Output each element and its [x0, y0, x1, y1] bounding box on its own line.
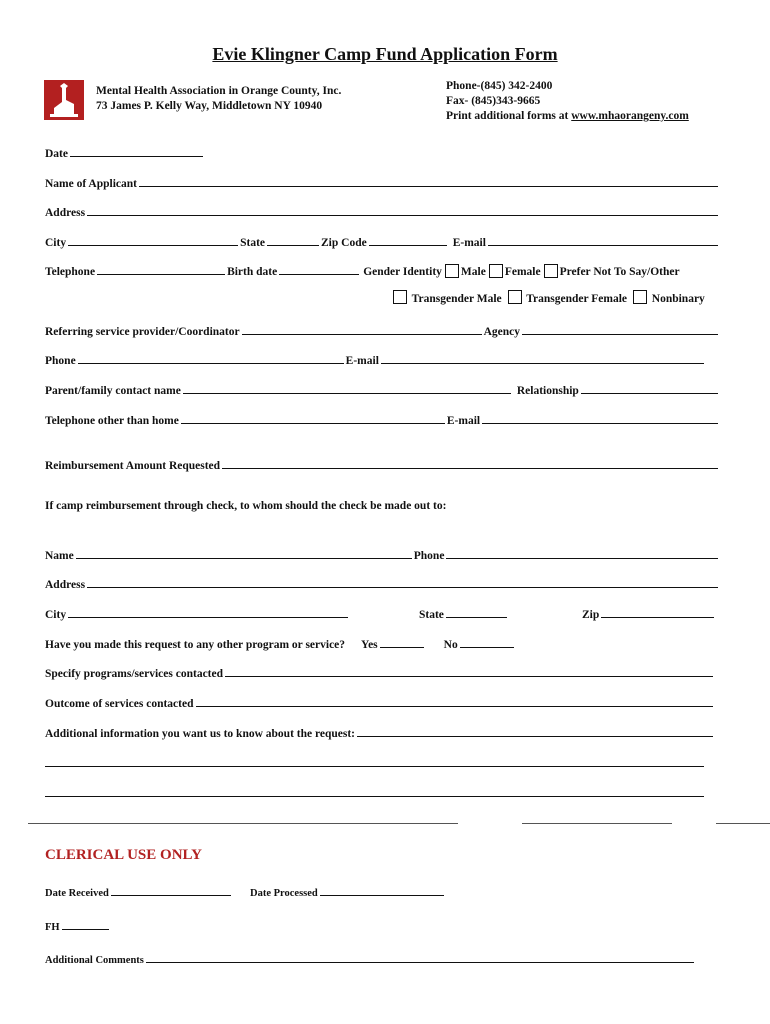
provider-email-label: E-mail — [345, 355, 379, 367]
address-row — [45, 201, 720, 219]
relationship-label: Relationship — [516, 385, 579, 397]
provider-email-field[interactable] — [381, 363, 704, 364]
additional-comments-label: Additional Comments — [45, 955, 144, 966]
check-zip-field[interactable] — [601, 617, 714, 618]
check-zip-label: Zip — [582, 609, 600, 621]
parent-contact-label: Parent/family contact name — [45, 385, 181, 397]
telephone-label: Telephone — [45, 266, 96, 278]
provider-phone-field[interactable] — [78, 363, 344, 364]
fax-number: Fax- (845)343-9665 — [446, 95, 541, 107]
parent-contact-field[interactable] — [183, 393, 511, 394]
website-link[interactable]: www.mhaorangeny.com — [571, 110, 689, 122]
parent-contact-row — [45, 379, 720, 397]
check-city-label: City — [45, 609, 67, 621]
email-label: E-mail — [452, 237, 486, 249]
gender-identity-label: Gender Identity — [363, 266, 442, 278]
date-processed-row — [250, 881, 446, 899]
gender-prefer-not-label: Prefer Not To Say/Other — [559, 266, 680, 278]
gender-prefer-not-checkbox[interactable] — [544, 264, 558, 278]
fh-row — [45, 915, 111, 933]
additional-info-label: Additional information you want us to know about the request: — [45, 728, 356, 740]
fh-field[interactable] — [62, 929, 109, 930]
date-processed-label: Date Processed — [250, 888, 318, 899]
date-row — [45, 142, 205, 160]
birth-date-label: Birth date — [227, 266, 278, 278]
clerical-title: CLERICAL USE ONLY — [45, 847, 202, 863]
gender-options-row-2 — [393, 290, 705, 308]
additional-info-field-3[interactable] — [45, 796, 704, 797]
reimbursement-field[interactable] — [222, 468, 718, 469]
organization-address: 73 James P. Kelly Way, Middletown NY 10940 — [96, 100, 323, 112]
date-processed-field[interactable] — [320, 895, 444, 896]
applicant-name-row — [45, 172, 720, 190]
check-state-field[interactable] — [446, 617, 507, 618]
outcome-field[interactable] — [196, 706, 714, 707]
gender-nonbinary-label: Nonbinary — [651, 293, 705, 305]
city-label: City — [45, 237, 67, 249]
referring-provider-field[interactable] — [242, 334, 482, 335]
gender-male-label: Male — [460, 266, 486, 278]
telephone-other-field[interactable] — [181, 423, 445, 424]
additional-comments-row — [45, 948, 696, 966]
check-name-field[interactable] — [76, 558, 412, 559]
check-city-field[interactable] — [68, 617, 348, 618]
applicant-name-label: Name of Applicant — [45, 178, 137, 190]
outcome-row — [45, 692, 715, 710]
zip-code-label: Zip Code — [321, 237, 367, 249]
check-zip-row — [582, 603, 716, 621]
gender-transgender-male-checkbox[interactable] — [393, 290, 407, 304]
contact-block — [446, 79, 689, 124]
organization-block — [96, 84, 341, 114]
date-received-row — [45, 881, 233, 899]
relationship-field[interactable] — [581, 393, 718, 394]
check-address-field[interactable] — [87, 587, 718, 588]
zip-code-field[interactable] — [369, 245, 447, 246]
telephone-other-email-label: E-mail — [446, 415, 481, 427]
additional-info-line-3 — [45, 782, 706, 800]
gender-transgender-male-label: Transgender Male — [411, 293, 502, 305]
gender-nonbinary-checkbox[interactable] — [633, 290, 647, 304]
check-name-row — [45, 544, 720, 562]
city-row — [45, 231, 720, 249]
check-state-row — [419, 603, 509, 621]
check-name-label: Name — [45, 550, 74, 562]
telephone-other-row — [45, 409, 720, 427]
yes-field[interactable] — [380, 647, 424, 648]
date-received-field[interactable] — [111, 895, 231, 896]
check-address-row — [45, 573, 720, 591]
yes-label: Yes — [361, 639, 378, 651]
additional-info-field-2[interactable] — [45, 766, 704, 767]
mha-logo — [44, 80, 84, 120]
reimbursement-label: Reimbursement Amount Requested — [45, 460, 221, 472]
no-label: No — [443, 639, 458, 651]
gender-female-label: Female — [504, 266, 541, 278]
gender-transgender-female-checkbox[interactable] — [508, 290, 522, 304]
birth-date-field[interactable] — [279, 274, 359, 275]
additional-info-field[interactable] — [357, 736, 713, 737]
address-field[interactable] — [87, 215, 718, 216]
check-phone-field[interactable] — [446, 558, 718, 559]
referring-provider-row — [45, 320, 720, 338]
telephone-other-email-field[interactable] — [482, 423, 718, 424]
gender-male-checkbox[interactable] — [445, 264, 459, 278]
gender-transgender-female-label: Transgender Female — [526, 293, 628, 305]
telephone-other-label: Telephone other than home — [45, 415, 179, 427]
date-received-label: Date Received — [45, 888, 109, 899]
check-question: If camp reimbursement through check, to whom should the check be made out to: — [45, 500, 447, 512]
organization-name: Mental Health Association in Orange County, Inc. — [96, 85, 342, 97]
provider-phone-label: Phone — [45, 355, 76, 367]
telephone-field[interactable] — [97, 274, 225, 275]
specify-programs-field[interactable] — [225, 676, 713, 677]
specify-programs-label: Specify programs/services contacted — [45, 668, 223, 680]
no-field[interactable] — [460, 647, 514, 648]
phone-number: Phone-(845) 342-2400 — [446, 80, 553, 92]
date-label: Date — [45, 148, 68, 160]
date-field[interactable] — [70, 156, 203, 157]
check-phone-label: Phone — [413, 550, 445, 562]
section-divider — [0, 823, 770, 825]
other-program-label: Have you made this request to any other program or service? — [45, 639, 346, 651]
fh-label: FH — [45, 922, 60, 933]
address-label: Address — [45, 207, 86, 219]
print-forms-line — [446, 109, 689, 124]
check-city-row — [45, 603, 350, 621]
city-field[interactable] — [68, 245, 238, 246]
provider-phone-row — [45, 349, 706, 367]
other-program-row — [45, 633, 565, 651]
telephone-row — [45, 260, 730, 278]
email-field[interactable] — [488, 245, 718, 246]
check-state-label: State — [419, 609, 444, 621]
print-forms-prefix: Print additional forms at — [446, 110, 572, 122]
additional-comments-field[interactable] — [146, 962, 694, 963]
check-address-label: Address — [45, 579, 86, 591]
specify-programs-row — [45, 662, 715, 680]
agency-label: Agency — [483, 326, 521, 338]
referring-provider-label: Referring service provider/Coordinator — [45, 326, 240, 338]
outcome-label: Outcome of services contacted — [45, 698, 194, 710]
gender-female-checkbox[interactable] — [489, 264, 503, 278]
state-field[interactable] — [267, 245, 319, 246]
agency-field[interactable] — [522, 334, 718, 335]
reimbursement-row — [45, 454, 720, 472]
applicant-name-field[interactable] — [139, 186, 718, 187]
additional-info-row — [45, 722, 715, 740]
additional-info-line-2 — [45, 752, 706, 770]
form-title: Evie Klingner Camp Fund Application Form — [212, 44, 558, 64]
state-label: State — [240, 237, 266, 249]
